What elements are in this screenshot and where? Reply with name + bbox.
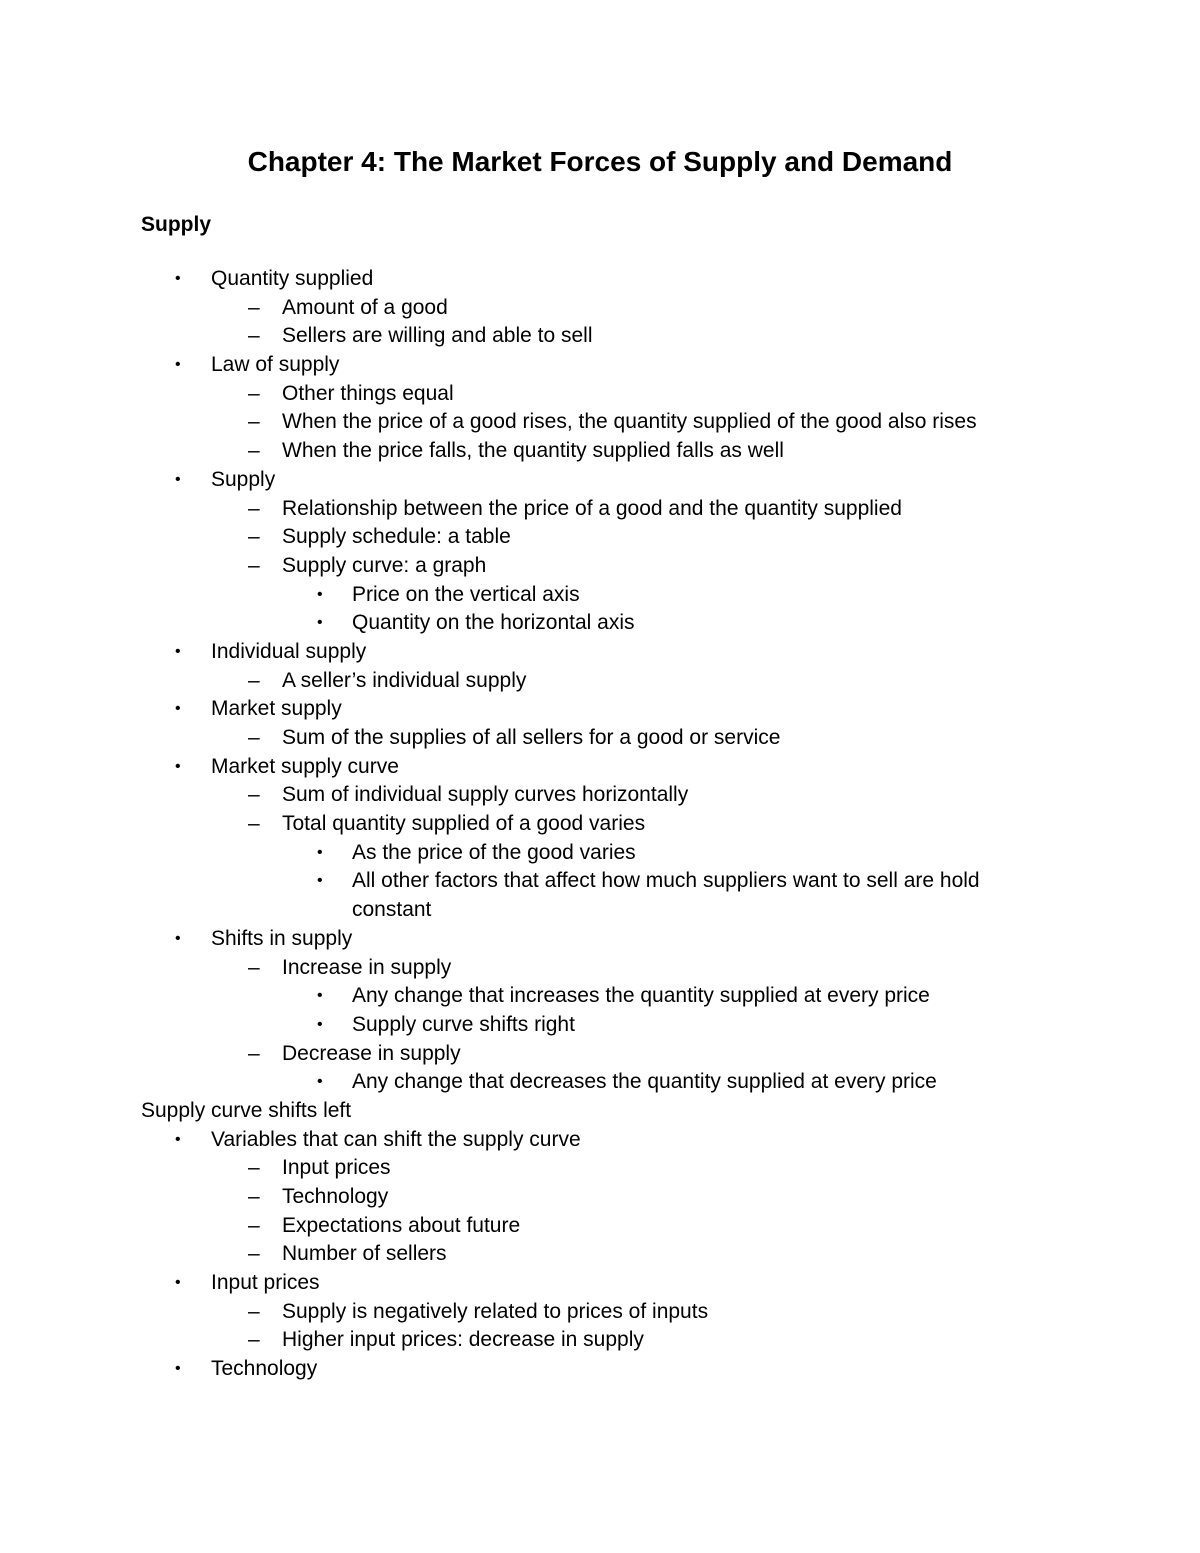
outline-item-text: Supply curve: a graph	[282, 553, 487, 577]
bullet-marker: •	[317, 987, 323, 1005]
outline-item	[0, 408, 1200, 437]
bullet-marker: •	[317, 872, 323, 890]
outline-item	[0, 638, 1200, 667]
bullet-marker: •	[317, 614, 323, 632]
outline-item	[0, 781, 1200, 810]
outline-item	[0, 954, 1200, 983]
outline-item-text: Any change that decreases the quantity supplied at every price	[352, 1070, 937, 1094]
outline-item-text: Supply	[211, 467, 276, 491]
dash-marker: –	[248, 1041, 260, 1065]
outline-item	[0, 724, 1200, 753]
outline-item-text: Shifts in supply	[211, 926, 353, 950]
outline-item	[0, 810, 1200, 839]
dash-marker: –	[248, 295, 260, 319]
outline-item	[0, 1240, 1200, 1269]
outline-item-text: Decrease in supply	[282, 1041, 461, 1065]
outline-list	[0, 265, 1200, 1384]
dash-marker: –	[248, 783, 260, 807]
dash-marker: –	[248, 812, 260, 836]
bullet-marker: •	[175, 356, 181, 374]
outline-item-text: A seller’s individual supply	[282, 668, 527, 692]
outline-item	[0, 294, 1200, 323]
dash-marker: –	[248, 496, 260, 520]
outline-item-text: Supply curve shifts right	[352, 1012, 575, 1036]
outline-item	[0, 351, 1200, 380]
outline-item-text: All other factors that affect how much suppliers want to sell are hold	[352, 869, 980, 893]
dash-marker: –	[248, 1328, 260, 1352]
outline-item-text: Other things equal	[282, 381, 454, 405]
bullet-marker: •	[317, 843, 323, 861]
bullet-marker: •	[175, 1274, 181, 1292]
outline-item-text: Increase in supply	[282, 955, 452, 979]
dash-marker: –	[248, 525, 260, 549]
outline-item	[0, 581, 1200, 610]
outline-item	[0, 1269, 1200, 1298]
outline-item-text: Quantity on the horizontal axis	[352, 611, 635, 635]
outline-item	[0, 1011, 1200, 1040]
outline-item-text: Technology	[211, 1357, 318, 1381]
dash-marker: –	[248, 381, 260, 405]
outline-item-text: As the price of the good varies	[352, 840, 636, 864]
bullet-marker: •	[175, 642, 181, 660]
outline-item-text: Price on the vertical axis	[352, 582, 580, 606]
bullet-marker: •	[175, 270, 181, 287]
outline-item	[0, 380, 1200, 409]
outline-item-text: constant	[352, 898, 432, 922]
outline-item-text: Higher input prices: decrease in supply	[282, 1328, 644, 1352]
bullet-marker: •	[175, 757, 181, 775]
bullet-marker: •	[175, 470, 181, 488]
outline-item	[0, 466, 1200, 495]
outline-item	[0, 1355, 1200, 1384]
outline-item-text: Any change that increases the quantity supplied at every price	[352, 984, 930, 1008]
outline-item	[0, 1040, 1200, 1069]
outline-item	[0, 523, 1200, 552]
outline-item-text: Individual supply	[211, 639, 367, 663]
outline-item	[0, 839, 1200, 868]
outline-item-text: Sum of the supplies of all sellers for a good or service	[282, 726, 781, 749]
dash-marker: –	[248, 1242, 260, 1266]
outline-item-text: Number of sellers	[282, 1242, 447, 1266]
outline-item-text: Input prices	[282, 1156, 391, 1180]
dash-marker: –	[248, 439, 260, 463]
outline-item	[0, 609, 1200, 638]
dash-marker: –	[248, 1156, 260, 1180]
outline-item	[0, 925, 1200, 954]
outline-item-text: Expectations about future	[282, 1213, 521, 1237]
bullet-marker: •	[175, 1360, 181, 1378]
outline-item	[0, 265, 1200, 294]
dash-marker: –	[248, 324, 260, 348]
section-heading: Supply	[141, 213, 212, 236]
outline-item	[0, 1298, 1200, 1327]
bullet-marker: •	[317, 1073, 323, 1091]
dash-marker: –	[248, 726, 260, 749]
bullet-marker: •	[317, 585, 323, 603]
outline-item	[0, 667, 1200, 696]
dash-marker: –	[248, 955, 260, 979]
dash-marker: –	[248, 1299, 260, 1323]
dash-marker: –	[248, 410, 260, 434]
outline-item-text: When the price falls, the quantity supplied falls as well	[282, 439, 784, 463]
outline-item-text: Sellers are willing and able to sell	[282, 324, 593, 348]
outline-item	[0, 867, 1200, 896]
outline-item-text: Market supply curve	[211, 754, 399, 778]
outline-item-text: When the price of a good rises, the quantity supplied of the good also rises	[282, 410, 977, 434]
dash-marker: –	[248, 668, 260, 692]
outline-item-text: Market supply	[211, 697, 342, 721]
outline-item	[0, 322, 1200, 351]
bullet-marker: •	[175, 929, 181, 947]
outline-item	[0, 552, 1200, 581]
dash-marker: –	[248, 553, 260, 577]
bullet-marker: •	[175, 700, 181, 718]
outline-item-text: Variables that can shift the supply curve	[211, 1127, 581, 1151]
outline-item-text: Law of supply	[211, 353, 340, 377]
outline-item	[0, 1126, 1200, 1155]
outline-item	[0, 437, 1200, 466]
outline-item	[0, 753, 1200, 782]
outline-item-text: Input prices	[211, 1271, 320, 1295]
bullet-marker: •	[317, 1015, 323, 1033]
outline-item-text: Supply curve shifts left	[141, 1098, 352, 1122]
page-title: Chapter 4: The Market Forces of Supply and Demand	[247, 146, 953, 177]
outline-item-text: Quantity supplied	[211, 267, 374, 290]
dash-marker: –	[248, 1185, 260, 1208]
outline-item	[0, 495, 1200, 524]
outline-item	[0, 1097, 1200, 1126]
outline-item-text: Sum of individual supply curves horizontally	[282, 783, 689, 807]
bullet-marker: •	[175, 1130, 181, 1148]
outline-item	[0, 1183, 1200, 1212]
outline-item	[0, 1326, 1200, 1355]
outline-item-text: Supply is negatively related to prices of inputs	[282, 1299, 709, 1323]
outline-item-text: Technology	[282, 1185, 389, 1208]
outline-item-text: Amount of a good	[282, 295, 448, 319]
dash-marker: –	[248, 1213, 260, 1237]
outline-item-text: Total quantity supplied of a good varies	[282, 812, 646, 836]
outline-item	[0, 1154, 1200, 1183]
outline-item-text: Supply schedule: a table	[282, 525, 511, 549]
outline-item	[0, 896, 1200, 925]
outline-item-text: Relationship between the price of a good and the quantity supplied	[282, 496, 902, 520]
outline-item	[0, 1068, 1200, 1097]
outline-item	[0, 1212, 1200, 1241]
outline-item	[0, 695, 1200, 724]
outline-item	[0, 982, 1200, 1011]
